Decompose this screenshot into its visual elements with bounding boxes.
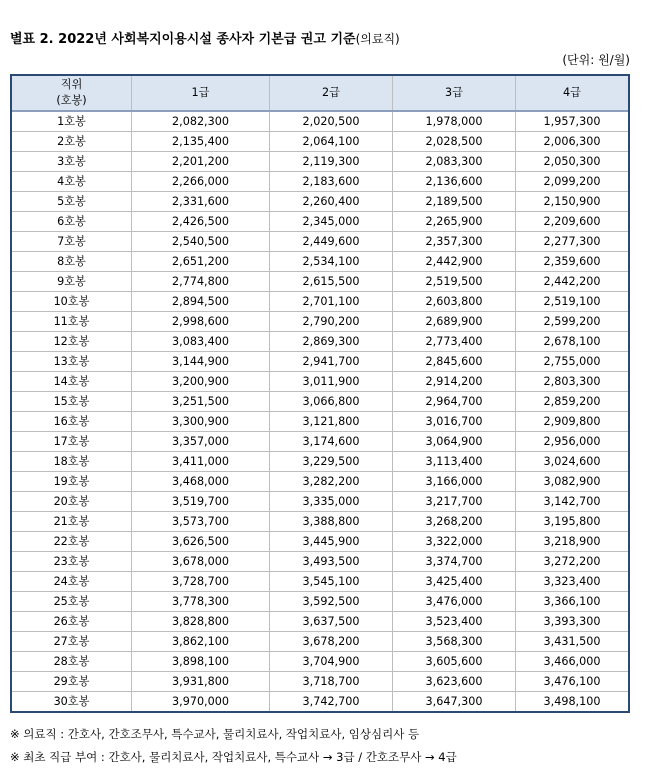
grade-2-cell: 2,701,100 (270, 292, 393, 312)
grade-3-cell: 3,217,700 (393, 492, 516, 512)
grade-3-cell: 2,773,400 (393, 332, 516, 352)
table-row (12, 372, 629, 392)
rank-cell: 4호봉 (12, 172, 132, 192)
grade-2-cell: 3,335,000 (270, 492, 393, 512)
grade-2-cell: 2,869,300 (270, 332, 393, 352)
header-grade-4: 4급 (516, 76, 629, 112)
grade-2-cell: 3,678,200 (270, 632, 393, 652)
table-row (12, 292, 629, 312)
grade-3-cell: 2,028,500 (393, 132, 516, 152)
grade-3-cell: 2,189,500 (393, 192, 516, 212)
grade-3-cell: 3,016,700 (393, 412, 516, 432)
grade-3-cell: 3,425,400 (393, 572, 516, 592)
grade-3-cell: 3,064,900 (393, 432, 516, 452)
grade-1-cell: 3,862,100 (132, 632, 270, 652)
table-row (12, 111, 629, 132)
grade-1-cell: 3,678,000 (132, 552, 270, 572)
grade-2-cell: 2,260,400 (270, 192, 393, 212)
table-row (12, 412, 629, 432)
grade-1-cell: 2,998,600 (132, 312, 270, 332)
grade-4-cell: 2,956,000 (516, 432, 629, 452)
table-row (12, 192, 629, 212)
grade-4-cell: 2,678,100 (516, 332, 629, 352)
header-rank-line1: 직위 (60, 78, 83, 91)
table-row (12, 392, 629, 412)
rank-cell: 8호봉 (12, 252, 132, 272)
table-row (12, 252, 629, 272)
unit-label: (단위: 원/월) (562, 53, 630, 67)
header-grade-3: 3급 (393, 76, 516, 112)
grade-1-cell: 3,573,700 (132, 512, 270, 532)
grade-3-cell: 2,519,500 (393, 272, 516, 292)
rank-cell: 27호봉 (12, 632, 132, 652)
header-rank (12, 76, 132, 112)
rank-cell: 18호봉 (12, 452, 132, 472)
rank-cell: 23호봉 (12, 552, 132, 572)
rank-cell: 3호봉 (12, 152, 132, 172)
table-row (12, 552, 629, 572)
grade-4-cell: 2,755,000 (516, 352, 629, 372)
table-row (12, 532, 629, 552)
grade-3-cell: 2,357,300 (393, 232, 516, 252)
rank-cell: 2호봉 (12, 132, 132, 152)
grade-4-cell: 3,218,900 (516, 532, 629, 552)
table-row (12, 652, 629, 672)
rank-cell: 26호봉 (12, 612, 132, 632)
grade-4-cell: 3,393,300 (516, 612, 629, 632)
grade-2-cell: 3,229,500 (270, 452, 393, 472)
rank-cell: 11호봉 (12, 312, 132, 332)
grade-2-cell: 3,637,500 (270, 612, 393, 632)
grade-4-cell: 2,599,200 (516, 312, 629, 332)
grade-3-cell: 2,083,300 (393, 152, 516, 172)
grade-4-cell: 2,050,300 (516, 152, 629, 172)
grade-4-cell: 2,099,200 (516, 172, 629, 192)
grade-1-cell: 2,201,200 (132, 152, 270, 172)
table-row (12, 452, 629, 472)
grade-4-cell: 3,142,700 (516, 492, 629, 512)
grade-1-cell: 2,774,800 (132, 272, 270, 292)
table-row (12, 152, 629, 172)
rank-cell: 29호봉 (12, 672, 132, 692)
rank-cell: 20호봉 (12, 492, 132, 512)
table-row (12, 472, 629, 492)
grade-1-cell: 3,931,800 (132, 672, 270, 692)
grade-4-cell: 2,209,600 (516, 212, 629, 232)
grade-1-cell: 3,083,400 (132, 332, 270, 352)
grade-4-cell: 3,024,600 (516, 452, 629, 472)
grade-1-cell: 3,626,500 (132, 532, 270, 552)
grade-2-cell: 2,615,500 (270, 272, 393, 292)
grade-1-cell: 3,251,500 (132, 392, 270, 412)
grade-2-cell: 3,493,500 (270, 552, 393, 572)
grade-1-cell: 2,135,400 (132, 132, 270, 152)
grade-4-cell: 2,006,300 (516, 132, 629, 152)
salary-table-body (12, 111, 629, 712)
grade-2-cell: 2,790,200 (270, 312, 393, 332)
header-row (12, 76, 629, 112)
grade-2-cell: 3,545,100 (270, 572, 393, 592)
grade-1-cell: 3,898,100 (132, 652, 270, 672)
grade-4-cell: 3,476,100 (516, 672, 629, 692)
grade-2-cell: 3,704,900 (270, 652, 393, 672)
grade-4-cell: 3,466,000 (516, 652, 629, 672)
table-row (12, 612, 629, 632)
grade-4-cell: 2,359,600 (516, 252, 629, 272)
table-row (12, 672, 629, 692)
salary-table-header (12, 76, 629, 112)
grade-1-cell: 3,728,700 (132, 572, 270, 592)
grade-1-cell: 2,266,000 (132, 172, 270, 192)
rank-cell: 14호봉 (12, 372, 132, 392)
grade-4-cell: 3,323,400 (516, 572, 629, 592)
rank-cell: 30호봉 (12, 692, 132, 712)
grade-1-cell: 3,828,800 (132, 612, 270, 632)
header-grade-2: 2급 (270, 76, 393, 112)
grade-3-cell: 3,605,600 (393, 652, 516, 672)
grade-3-cell: 3,113,400 (393, 452, 516, 472)
grade-2-cell: 2,119,300 (270, 152, 393, 172)
table-row (12, 212, 629, 232)
rank-cell: 10호봉 (12, 292, 132, 312)
note-medical-staff: ※ 의료직 : 간호사, 간호조무사, 특수교사, 물리치료사, 작업치료사, 임상심리사 등 (10, 727, 420, 741)
table-row (12, 432, 629, 452)
grade-1-cell: 3,144,900 (132, 352, 270, 372)
rank-cell: 1호봉 (12, 111, 132, 132)
grade-3-cell: 1,978,000 (393, 111, 516, 132)
grade-2-cell: 3,121,800 (270, 412, 393, 432)
grade-1-cell: 2,651,200 (132, 252, 270, 272)
salary-table (11, 75, 629, 712)
grade-3-cell: 2,964,700 (393, 392, 516, 412)
grade-1-cell: 2,082,300 (132, 111, 270, 132)
table-row (12, 272, 629, 292)
rank-cell: 6호봉 (12, 212, 132, 232)
grade-4-cell: 3,195,800 (516, 512, 629, 532)
rank-cell: 17호봉 (12, 432, 132, 452)
rank-cell: 7호봉 (12, 232, 132, 252)
header-rank-line2: (호봉) (56, 94, 87, 107)
grade-3-cell: 2,914,200 (393, 372, 516, 392)
grade-2-cell: 2,941,700 (270, 352, 393, 372)
rank-cell: 12호봉 (12, 332, 132, 352)
grade-3-cell: 3,374,700 (393, 552, 516, 572)
grade-3-cell: 3,322,000 (393, 532, 516, 552)
grade-3-cell: 2,442,900 (393, 252, 516, 272)
grade-2-cell: 2,020,500 (270, 111, 393, 132)
grade-4-cell: 3,082,900 (516, 472, 629, 492)
table-row (12, 632, 629, 652)
table-row (12, 312, 629, 332)
grade-4-cell: 2,859,200 (516, 392, 629, 412)
table-row (12, 692, 629, 712)
grade-4-cell: 2,277,300 (516, 232, 629, 252)
grade-2-cell: 3,388,800 (270, 512, 393, 532)
grade-4-cell: 3,431,500 (516, 632, 629, 652)
grade-3-cell: 3,647,300 (393, 692, 516, 712)
title-sub: (의료직) (355, 32, 400, 46)
rank-cell: 5호봉 (12, 192, 132, 212)
grade-1-cell: 3,970,000 (132, 692, 270, 712)
grade-1-cell: 2,426,500 (132, 212, 270, 232)
grade-1-cell: 3,200,900 (132, 372, 270, 392)
grade-2-cell: 2,449,600 (270, 232, 393, 252)
grade-2-cell: 3,174,600 (270, 432, 393, 452)
document-title (10, 28, 400, 47)
grade-1-cell: 3,778,300 (132, 592, 270, 612)
table-row (12, 572, 629, 592)
grade-3-cell: 3,476,000 (393, 592, 516, 612)
grade-2-cell: 3,445,900 (270, 532, 393, 552)
grade-4-cell: 2,519,100 (516, 292, 629, 312)
grade-1-cell: 3,357,000 (132, 432, 270, 452)
rank-cell: 28호봉 (12, 652, 132, 672)
grade-2-cell: 2,183,600 (270, 172, 393, 192)
grade-2-cell: 3,066,800 (270, 392, 393, 412)
grade-3-cell: 3,268,200 (393, 512, 516, 532)
rank-cell: 13호봉 (12, 352, 132, 372)
grade-2-cell: 2,345,000 (270, 212, 393, 232)
title-main: 별표 2. 2022년 사회복지이용시설 종사자 기본급 권고 기준 (10, 32, 356, 47)
table-row (12, 232, 629, 252)
grade-3-cell: 2,136,600 (393, 172, 516, 192)
grade-2-cell: 2,534,100 (270, 252, 393, 272)
table-row (12, 132, 629, 152)
grade-4-cell: 2,150,900 (516, 192, 629, 212)
grade-3-cell: 2,265,900 (393, 212, 516, 232)
header-grade-1: 1급 (132, 76, 270, 112)
table-row (12, 172, 629, 192)
table-row (12, 492, 629, 512)
grade-3-cell: 3,166,000 (393, 472, 516, 492)
grade-4-cell: 3,272,200 (516, 552, 629, 572)
grade-3-cell: 2,689,900 (393, 312, 516, 332)
table-row (12, 352, 629, 372)
grade-1-cell: 3,519,700 (132, 492, 270, 512)
grade-3-cell: 3,568,300 (393, 632, 516, 652)
grade-1-cell: 2,540,500 (132, 232, 270, 252)
table-row (12, 592, 629, 612)
note-initial-grade: ※ 최초 직급 부여 : 간호사, 물리치료사, 작업치료사, 특수교사 → 3급 / 간호조무사 → 4급 (10, 750, 457, 764)
rank-cell: 15호봉 (12, 392, 132, 412)
grade-4-cell: 3,498,100 (516, 692, 629, 712)
grade-1-cell: 2,331,600 (132, 192, 270, 212)
grade-2-cell: 3,718,700 (270, 672, 393, 692)
rank-cell: 24호봉 (12, 572, 132, 592)
rank-cell: 22호봉 (12, 532, 132, 552)
rank-cell: 16호봉 (12, 412, 132, 432)
grade-4-cell: 3,366,100 (516, 592, 629, 612)
rank-cell: 19호봉 (12, 472, 132, 492)
table-row (12, 512, 629, 532)
grade-3-cell: 3,623,600 (393, 672, 516, 692)
grade-1-cell: 2,894,500 (132, 292, 270, 312)
grade-4-cell: 2,442,200 (516, 272, 629, 292)
grade-4-cell: 2,909,800 (516, 412, 629, 432)
grade-2-cell: 3,742,700 (270, 692, 393, 712)
rank-cell: 9호봉 (12, 272, 132, 292)
grade-2-cell: 3,011,900 (270, 372, 393, 392)
grade-2-cell: 3,282,200 (270, 472, 393, 492)
grade-2-cell: 2,064,100 (270, 132, 393, 152)
rank-cell: 25호봉 (12, 592, 132, 612)
grade-2-cell: 3,592,500 (270, 592, 393, 612)
grade-1-cell: 3,411,000 (132, 452, 270, 472)
grade-4-cell: 1,957,300 (516, 111, 629, 132)
rank-cell: 21호봉 (12, 512, 132, 532)
grade-1-cell: 3,468,000 (132, 472, 270, 492)
grade-3-cell: 2,603,800 (393, 292, 516, 312)
table-row (12, 332, 629, 352)
grade-3-cell: 2,845,600 (393, 352, 516, 372)
grade-1-cell: 3,300,900 (132, 412, 270, 432)
grade-3-cell: 3,523,400 (393, 612, 516, 632)
grade-4-cell: 2,803,300 (516, 372, 629, 392)
